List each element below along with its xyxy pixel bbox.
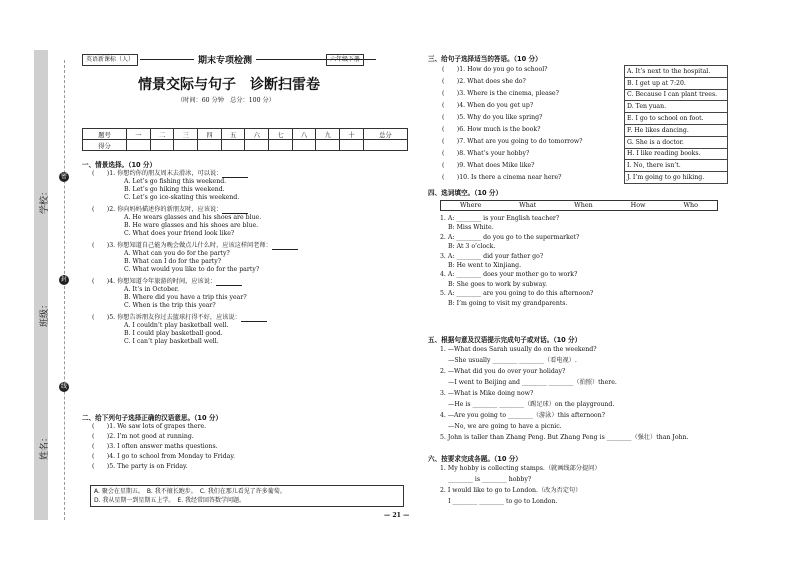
word-bank-item: Who	[683, 201, 698, 209]
word-bank	[440, 200, 718, 211]
match-question: ( )5. Why do you like spring?	[442, 114, 543, 121]
option: C. When is the trip this year?	[124, 302, 216, 309]
seal-mark-bottom: 线	[60, 383, 67, 390]
match-answer: E. I go to school on foot.	[625, 113, 728, 125]
match-question: ( )9. What does Mike like?	[442, 162, 535, 169]
sec2-title: 二、给下列句子选择正确的汉语意思。（10 分）	[82, 414, 223, 422]
question-stem: ( )5. 你想告诉朋友你过去篮球打得不好，应该说：	[92, 314, 298, 322]
dialog-line: B: He went to Xinjiang.	[448, 261, 522, 269]
score-cell: 四	[198, 129, 222, 140]
sec1-body	[92, 170, 298, 346]
answer-blank[interactable]	[241, 314, 267, 322]
match-question: ( )3. Where is the cinema, please?	[442, 90, 559, 97]
dialog-line: 1. A: ________ is your English teacher?	[440, 215, 560, 222]
option: C. Let’s go ice-skating this weekend.	[124, 194, 240, 201]
score-input-cell[interactable]	[292, 140, 316, 151]
score-cell: 题号	[83, 129, 127, 140]
dialog-line: 4. A: ________ does your mother go to work?	[440, 271, 578, 279]
word-bank-item: How	[630, 201, 646, 209]
transform-line: 1. My hobby is collecting stamps.（就画线部分提问）	[440, 465, 601, 472]
word-bank-item: What	[519, 201, 537, 209]
sec4-title: 四、选词填空。（10 分）	[428, 189, 503, 197]
sec3-title: 三、给句子选择适当的答语。（10 分）	[428, 55, 542, 63]
dialog-line: 3. A: ________ did your father go?	[440, 252, 544, 260]
completion-line: 5. John is taller than Zhang Peng. But Zhang Peng is ________（强壮）than John.	[440, 434, 689, 441]
score-input-cell[interactable]	[150, 140, 174, 151]
transform-line: I ________ ________ to go to London.	[440, 498, 558, 505]
score-input-cell[interactable]	[221, 140, 245, 151]
option: C. What does your friend look like?	[124, 230, 235, 237]
transform-line: ________ is ________ hobby?	[440, 476, 532, 483]
option: A. It’s in October.	[124, 286, 179, 293]
score-input-cell[interactable]	[316, 140, 340, 151]
answer-blank[interactable]	[222, 206, 248, 214]
time-score: （时间：60 分钟 总分：100 分）	[177, 97, 275, 104]
sec2-body	[92, 423, 235, 471]
sec4-body	[440, 215, 593, 309]
match-answer: J. I’m going to go hiking.	[625, 172, 728, 184]
score-cell: 七	[269, 129, 293, 140]
match-answer: A. It’s next to the hospital.	[625, 66, 728, 78]
dialog-line: B: I’m going to visit my grandparents.	[448, 299, 568, 307]
match-question: ( )4. When do you get up?	[442, 102, 534, 109]
sec3-answer-table	[624, 65, 728, 184]
score-input-cell[interactable]	[269, 140, 293, 151]
sec6-title: 六、按要求完成各题。（10 分）	[428, 455, 522, 463]
score-table	[82, 128, 408, 151]
option: A. I couldn’t play basketball well.	[124, 322, 229, 329]
page-title: 情景交际与句子 诊断扫雷卷	[138, 77, 320, 93]
match-question: ( )7. What are you going to do tomorrow?	[442, 138, 583, 145]
match-question: ( )10. Is there a cinema near here?	[442, 174, 562, 181]
question-stem: ( )4. 你想知道今年旅游的时间，应该说：	[92, 278, 298, 286]
translation-item: ( )1. We saw lots of grapes there.	[92, 423, 207, 430]
option: B. I could play basketball good.	[124, 330, 223, 337]
seal-line	[64, 60, 65, 520]
score-cell: 三	[174, 129, 198, 140]
score-input-cell[interactable]	[198, 140, 222, 151]
answer-blank[interactable]	[222, 170, 248, 178]
match-question: ( )6. How much is the book?	[442, 126, 541, 133]
match-answer: D. Ten yuan.	[625, 101, 728, 113]
option: B. Where did you have a trip this year?	[124, 294, 247, 301]
translation-item: ( )4. I go to school from Monday to Friday.	[92, 453, 235, 460]
score-cell: 九	[316, 129, 340, 140]
sec5-title: 五、根据句意及汉语提示完成句子或对话。（10 分）	[428, 336, 582, 344]
score-cell: 五	[221, 129, 245, 140]
answer-blank[interactable]	[216, 278, 242, 286]
option: B. He ware glasses and his shoes are blue.	[124, 222, 259, 229]
score-input-cell[interactable]	[340, 140, 364, 151]
word-bank-item: Where	[459, 201, 482, 209]
score-cell: 六	[245, 129, 269, 140]
score-cell: 十	[340, 129, 364, 140]
page-number: — 21 —	[384, 512, 410, 519]
option: A. What can you do for the party?	[124, 250, 230, 257]
question-stem: ( )3. 你想知道自己能为晚会做点儿什么时，应该这样问老师：	[92, 242, 298, 250]
score-input-cell[interactable]	[245, 140, 269, 151]
score-cell: 一	[127, 129, 151, 140]
match-answer: I. No, there isn’t.	[625, 160, 728, 172]
transform-line: 2. I would like to go to London.（改为否定句）	[440, 487, 582, 494]
match-answer: C. Because I can plant trees.	[625, 89, 728, 101]
word-bank-item: When	[574, 201, 593, 209]
seal-mark-mid: 封	[60, 276, 67, 283]
question-stem: ( )1. 你想约你的朋友周末去滑冰，可以说：	[92, 170, 298, 178]
completion-line: —I went to Beijing and ________ ________（拍照）there.	[440, 379, 617, 386]
match-answer: F. He likes dancing.	[625, 124, 728, 136]
school-label: 学校：	[40, 186, 50, 214]
completion-line: 3. —What is Mike doing now?	[440, 390, 534, 397]
option: C. What would you like to do for the party?	[124, 266, 260, 273]
banner-title: 期末专项检测	[194, 53, 256, 66]
completion-line: 4. —Are you going to ________（游泳）this afternoon?	[440, 412, 605, 419]
completion-line: —No, we are going to have a picnic.	[440, 423, 562, 430]
completion-line: 1. —What does Sarah usually do on the weekend?	[440, 346, 597, 353]
question-stem: ( )2. 你向妈妈描述你的新朋友时，应该说：	[92, 206, 298, 214]
option: B. What can I do for the party?	[124, 258, 222, 265]
score-cell: 八	[292, 129, 316, 140]
sec3-questions	[442, 66, 582, 186]
translation-item: ( )5. The party is on Friday.	[92, 463, 188, 470]
sec5-body	[440, 346, 688, 445]
dialog-line: B: At 3 o’clock.	[448, 243, 496, 251]
dialog-line: B: Miss White.	[448, 224, 494, 232]
option: A. Let’s go fishing this weekend.	[124, 178, 227, 185]
score-cell: 得分	[83, 140, 127, 151]
match-answer: B. I get up at 7:20.	[625, 77, 728, 89]
class-label: 班级：	[40, 299, 50, 327]
option: B. Let’s go hiking this weekend.	[124, 186, 225, 193]
sec1-title: 一、情景选择。（10 分）	[82, 161, 157, 169]
grade-label: 六年级下册	[326, 54, 364, 66]
option: A. He wears glasses and his shoes are blue.	[124, 214, 262, 221]
score-input-cell[interactable]	[127, 140, 151, 151]
score-cell: 二	[150, 129, 174, 140]
score-cell: 总分	[363, 129, 407, 140]
score-input-cell[interactable]	[363, 140, 407, 151]
sec2-options-box	[90, 485, 404, 507]
match-answer: H. I like reading books.	[625, 148, 728, 160]
seal-mark-top: 密	[60, 173, 67, 180]
completion-line: 2. —What did you do over your holiday?	[440, 368, 566, 375]
translation-item: ( )2. I’m not good at running.	[92, 433, 194, 440]
match-question: ( )2. What does she do?	[442, 78, 526, 85]
name-label: 姓名：	[40, 432, 50, 460]
match-question: ( )8. What’s your hobby?	[442, 150, 530, 157]
match-question: ( )1. How do you go to school?	[442, 66, 548, 73]
completion-line: —He is ________ ________（踢足球）on the playground.	[440, 401, 615, 408]
score-input-cell[interactable]	[174, 140, 198, 151]
completion-line: —She usually ________ ________（看电视）.	[440, 357, 577, 364]
series-label: 英语新课标（人）	[82, 54, 138, 66]
sec6-body	[440, 465, 601, 509]
option: C. I can’t play basketball well.	[124, 338, 219, 345]
dialog-line: B: She goes to work by subway.	[448, 280, 547, 288]
answer-blank[interactable]	[272, 242, 298, 250]
dialog-line: 5. A: ________ are you going to do this afternoon?	[440, 290, 594, 298]
match-answer: G. She is a doctor.	[625, 136, 728, 148]
options-line: A. 聚会在星期五。 B. 我不擅长跑步。 C. 我们在那儿看见了许多葡萄。	[94, 488, 286, 495]
options-line: D. 我从星期一到星期五上学。 E. 我经常回答数学问题。	[94, 497, 246, 504]
dialog-line: 2. A: ________ do you go to the supermarket?	[440, 233, 580, 241]
translation-item: ( )3. I often answer maths questions.	[92, 443, 218, 450]
